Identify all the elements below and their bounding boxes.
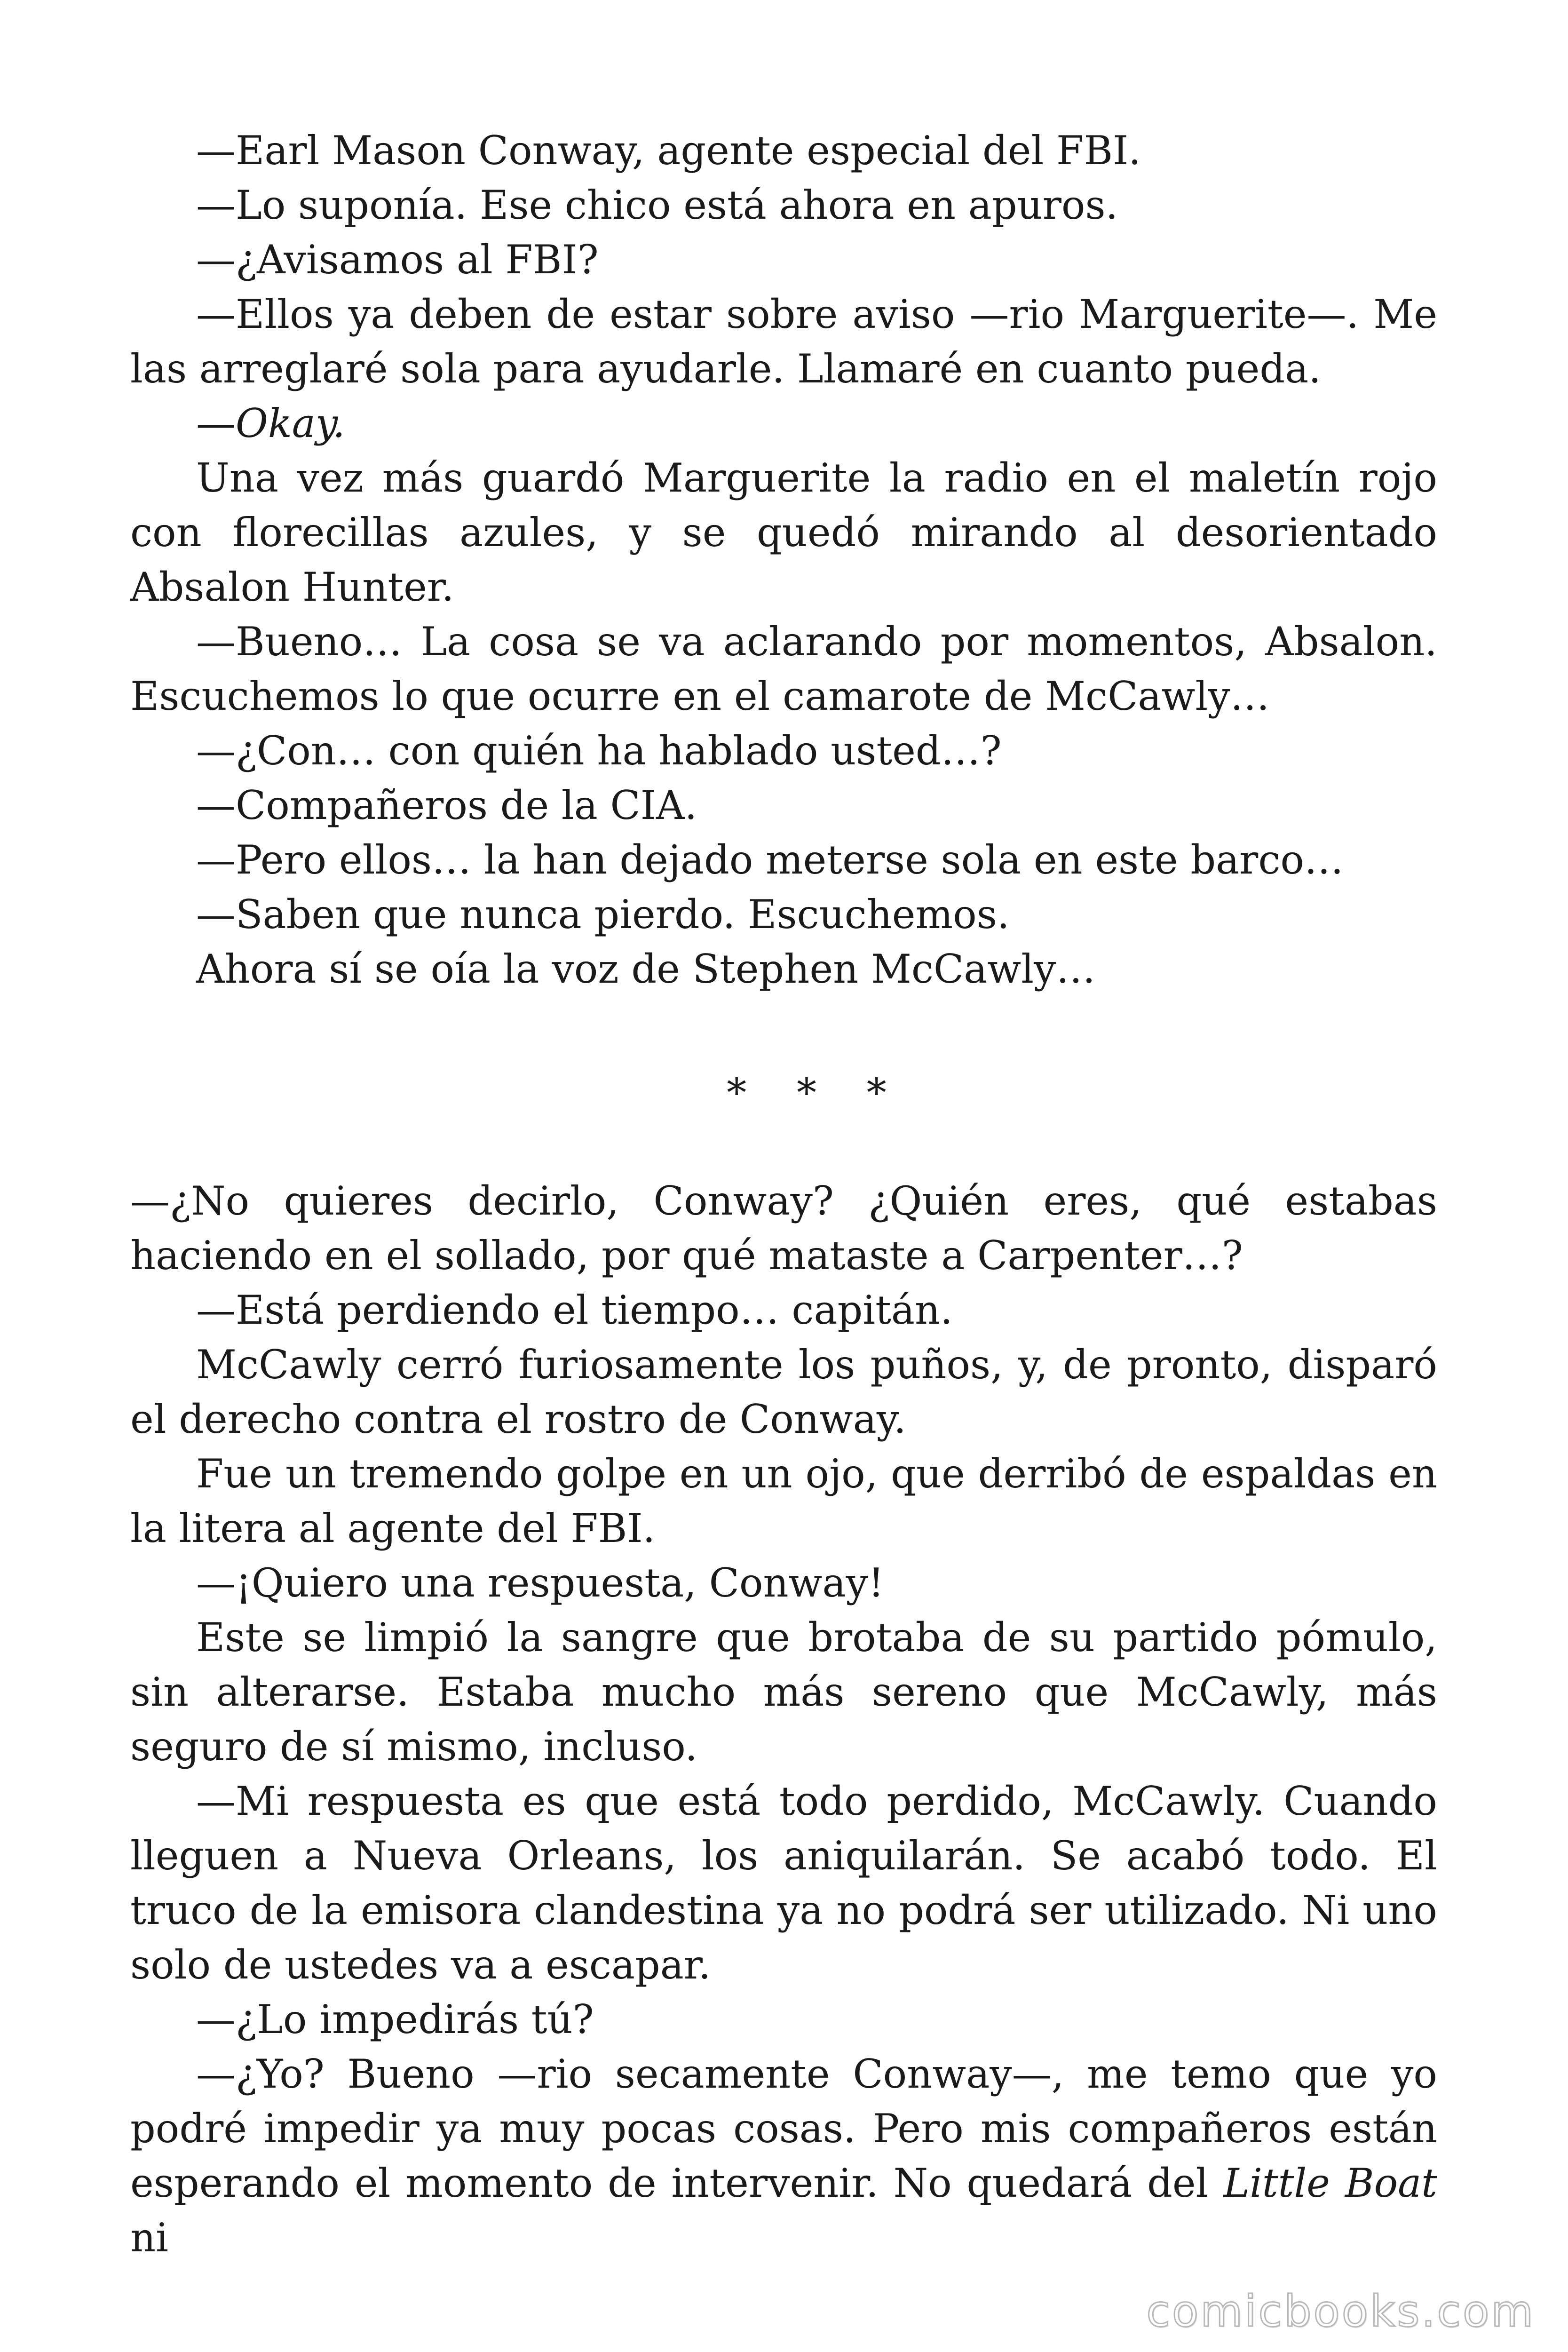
paragraph: —Lo suponía. Ese chico está ahora en apuros.: [196, 182, 1118, 228]
paragraph: —Bueno… La cosa se va aclarando por momentos, Absalon. Escuchemos lo que ocurre en el camarote de McCawly…: [130, 619, 1437, 719]
paragraph: —Compañeros de la CIA.: [196, 782, 697, 828]
paragraph: —¿Lo impedirás tú?: [196, 1996, 594, 2042]
paragraph: [130, 2047, 1437, 2265]
scene-separator: [0, 1065, 1568, 1120]
ship-name: Little Boat: [1223, 2160, 1437, 2206]
paragraph: —Pero ellos… la han dejado meterse sola en este barco…: [196, 837, 1344, 883]
paragraph: —¿Con… con quién ha hablado usted…?: [196, 728, 1002, 774]
paragraph: —Okay.: [196, 400, 345, 446]
italic-word: Okay.: [236, 400, 345, 446]
paragraph: —Saben que nunca pierdo. Escuchemos.: [196, 891, 1010, 938]
paragraph-text: —¿Yo? Bueno —rio secamente Conway—, me temo que yo podré impedir ya muy pocas cosas. Pero mis compañeros están esperando el momento de intervenir. No quedará del: [130, 2051, 1437, 2206]
paragraph: Este se limpió la sangre que brotaba de su partido pómulo, sin alterarse. Estaba mucho más sereno que McCawly, más seguro de sí mismo, incluso.: [130, 1614, 1437, 1770]
paragraph-text: ni: [130, 2215, 168, 2261]
paragraph: Una vez más guardó Marguerite la radio en el maletín rojo con florecillas azules, y se quedó mirando al desorientado Absalon Hunter.: [130, 455, 1437, 610]
paragraph: —¿No quieres decirlo, Conway? ¿Quién eres, qué estabas haciendo en el sollado, por qué mataste a Carpenter…?: [130, 1178, 1437, 1279]
text-block-top: [130, 123, 1437, 996]
watermark-logo: comicbooks.com: [1146, 2286, 1535, 2336]
paragraph: —Mi respuesta es que está todo perdido, McCawly. Cuando lleguen a Nueva Orleans, los aniquilarán. Se acabó todo. El truco de la emisora clandestina ya no podrá ser utilizado. Ni uno solo de ustedes va a escapar.: [130, 1778, 1437, 1988]
paragraph: —¿Avisamos al FBI?: [196, 237, 599, 283]
paragraph: Fue un tremendo golpe en un ojo, que derribó de espaldas en la litera al agente del FBI.: [130, 1451, 1437, 1551]
paragraph: —Está perdiendo el tiempo… capitán.: [196, 1287, 953, 1333]
paragraph: —Ellos ya deben de estar sobre aviso —rio Marguerite—. Me las arreglaré sola para ayudarle. Llamaré en cuanto pueda.: [130, 291, 1437, 392]
paragraph: McCawly cerró furiosamente los puños, y, de pronto, disparó el derecho contra el rostro de Conway.: [130, 1342, 1437, 1442]
separator-asterisks: * * *: [727, 1070, 905, 1116]
paragraph: —¡Quiero una respuesta, Conway!: [196, 1560, 884, 1606]
paragraph: —Earl Mason Conway, agente especial del FBI.: [196, 127, 1141, 174]
paragraph: Ahora sí se oía la voz de Stephen McCawly…: [196, 946, 1096, 992]
text-block-bottom: [130, 1174, 1437, 2265]
